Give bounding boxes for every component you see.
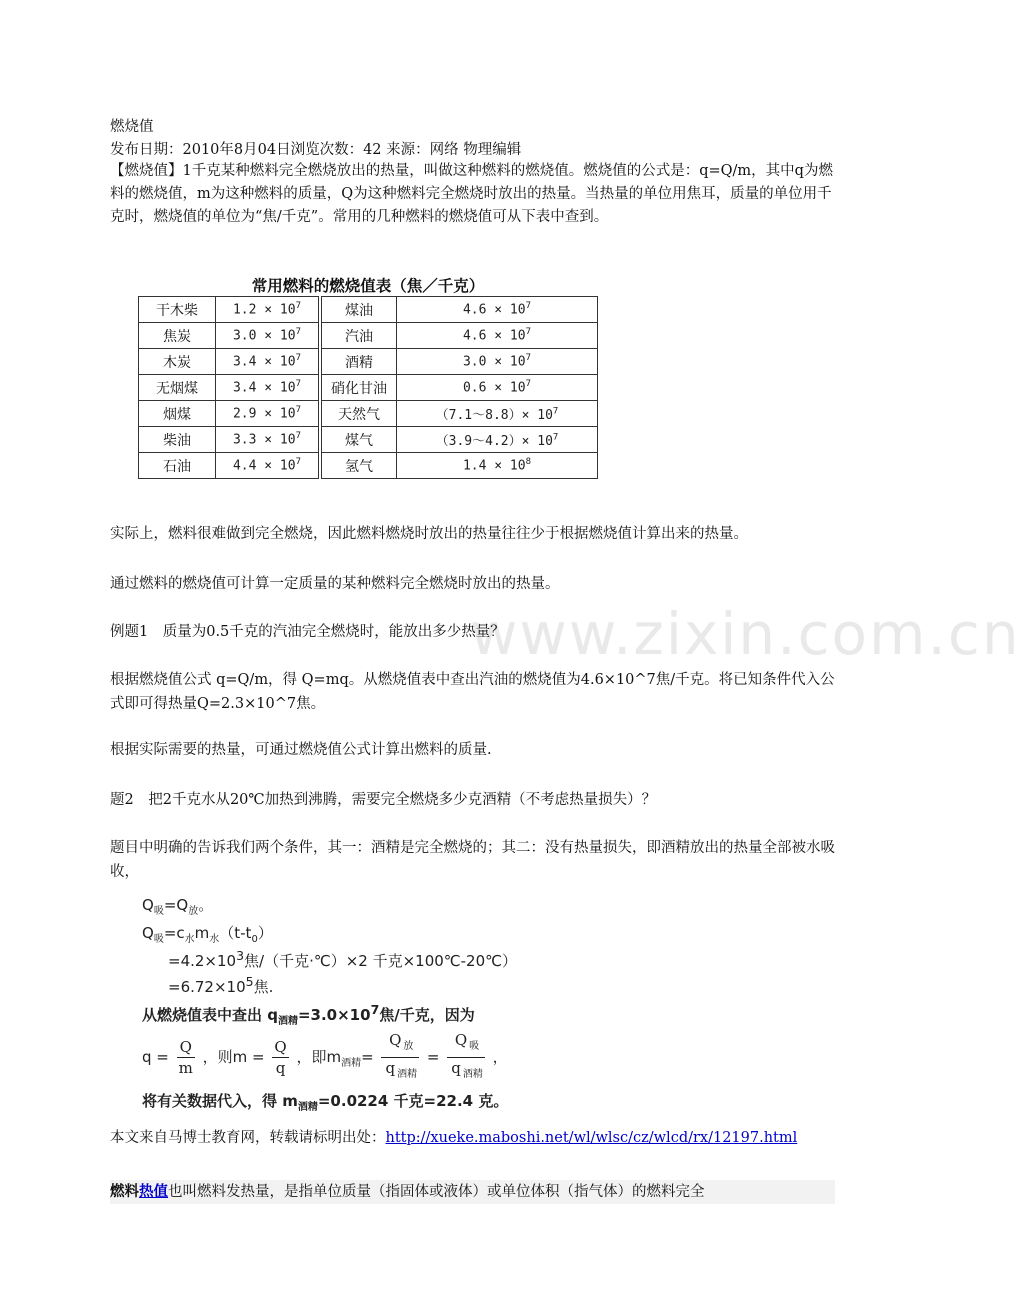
fuel-value: $4.4 \times 10^7$: [216, 453, 321, 479]
source-line: 本文来自马博士教育网，转载请标明出处：http://xueke.maboshi.net/wl/wlsc/cz/wlcd/rx/12197.html: [110, 1130, 798, 1146]
last-paragraph: 燃料热值也叫燃料发热量，是指单位质量（指固体或液体）或单位体积（指气体）的燃料完全: [110, 1180, 835, 1204]
actual-paragraph: 实际上，燃料很难做到完全燃烧，因此燃料燃烧时放出的热量往往少于根据燃烧值计算出来的热量。: [110, 526, 748, 542]
fuel-name: 木炭: [139, 349, 216, 375]
fuel-table: [138, 296, 598, 479]
answer-1: 根据燃烧值公式 q=Q/m，得 Q=mq。从燃烧值表中查出汽油的燃烧值为4.6×10^7焦/千克。将已知条件代入公式即可得热量Q=2.3×10^7焦。: [110, 672, 835, 712]
meta-line: 发布日期：2010年8月04日浏览次数：42 来源：网络 物理编辑: [110, 142, 522, 158]
fuel-value: （3.9～4.2）× $10^7$: [397, 427, 598, 453]
fuel-value: $3.3 \times 10^7$: [216, 427, 321, 453]
example-2: 题2 把2千克水从20℃加热到沸腾，需要完全燃烧多少克酒精（不考虑热量损失）？: [110, 792, 657, 808]
fuel-name: 干木柴: [139, 297, 216, 323]
fuel-value: $3.0 \times 10^7$: [397, 349, 598, 375]
mass-paragraph: 根据实际需要的热量，可通过燃烧值公式计算出燃料的质量.: [110, 742, 492, 758]
fuel-bold: 燃料: [110, 1183, 139, 1200]
fuel-name: 石油: [139, 453, 216, 479]
fuel-name: 煤气: [320, 427, 397, 453]
heat-value-link[interactable]: 热值: [139, 1183, 168, 1200]
fuel-name: 煤油: [320, 297, 397, 323]
analysis-2: 题目中明确的告诉我们两个条件，其一：酒精是完全燃烧的；其二：没有热量损失，即酒精放出的热量全部被水吸收，: [110, 840, 835, 880]
fuel-value: $1.2 \times 10^7$: [216, 297, 321, 323]
fuel-value: $1.4 \times 10^8$: [397, 453, 598, 479]
fuel-name: 烟煤: [139, 401, 216, 427]
fuel-value: $3.0 \times 10^7$: [216, 323, 321, 349]
fuel-name: 酒精: [320, 349, 397, 375]
fuel-value: $4.6 \times 10^7$: [397, 297, 598, 323]
calc-paragraph: 通过燃料的燃烧值可计算一定质量的某种燃料完全燃烧时放出的热量。: [110, 576, 560, 592]
fuel-value: $2.9 \times 10^7$: [216, 401, 321, 427]
fuel-name: 汽油: [320, 323, 397, 349]
fuel-name: 天然气: [320, 401, 397, 427]
fuel-name: 无烟煤: [139, 375, 216, 401]
fuel-value: $3.4 \times 10^7$: [216, 375, 321, 401]
fuel-value: $0.6 \times 10^7$: [397, 375, 598, 401]
fuel-value: $4.6 \times 10^7$: [397, 323, 598, 349]
source-link[interactable]: http://xueke.maboshi.net/wl/wlsc/cz/wlcd/rx/12197.html: [385, 1130, 798, 1146]
fuel-row: [139, 453, 598, 479]
fuel-name: 硝化甘油: [320, 375, 397, 401]
fuel-name: 氢气: [320, 453, 397, 479]
fuel-value: （7.1～8.8）× $10^7$: [397, 401, 598, 427]
fuel-row: [139, 375, 598, 401]
fuel-row: [139, 349, 598, 375]
table-caption: 常用燃料的燃烧值表（焦／千克）: [251, 277, 485, 295]
fuel-name: 柴油: [139, 427, 216, 453]
watermark: www.zixin.com.cn: [470, 600, 1021, 668]
intro-paragraph: 【燃烧值】1千克某种燃料完全燃烧放出的热量，叫做这种燃料的燃烧值。燃烧值的公式是：q=Q/m，其中q为燃料的燃烧值，m为这种燃料的质量，Q为这种燃料完全燃烧时放出的热量。当热量的单位用焦耳，质量的单位用千克时，燃烧值的单位为“焦/千克”。常用的几种燃料的燃烧值可从下表中查到。: [110, 163, 833, 225]
fuel-row: [139, 427, 598, 453]
fuel-value: $3.4 \times 10^7$: [216, 349, 321, 375]
article-title: 燃烧值: [110, 119, 154, 135]
fuel-row: [139, 323, 598, 349]
solution-image: $Q_吸=Q_放$。 $Q_吸=c_水m_水(t-t_0)$ $=4.2\times 10^3$焦/（千克·℃）×2 千克×100℃-20℃） $=6.72\times 10^5$焦. 从燃烧值表中查出 $q_{酒精}=3.0\times 10^7$焦/千克，因为 q = $\frac{Q}{m}$ ，则m = $\frac{Q}{q}$ ，即$m_{酒精}=$ $\frac{Q _放}{q _{酒精}}$ = $\frac{Q _吸}{q _{酒精}}$ ， 将有关数据代入，得 $m_{酒精}=0.0224$ 千克=22.4 克。: [142, 896, 517, 1113]
fuel-row: [139, 297, 598, 323]
fuel-row: [139, 401, 598, 427]
example-1: 例题1 质量为0.5千克的汽油完全燃烧时，能放出多少热量？: [110, 624, 505, 640]
fuel-name: 焦炭: [139, 323, 216, 349]
